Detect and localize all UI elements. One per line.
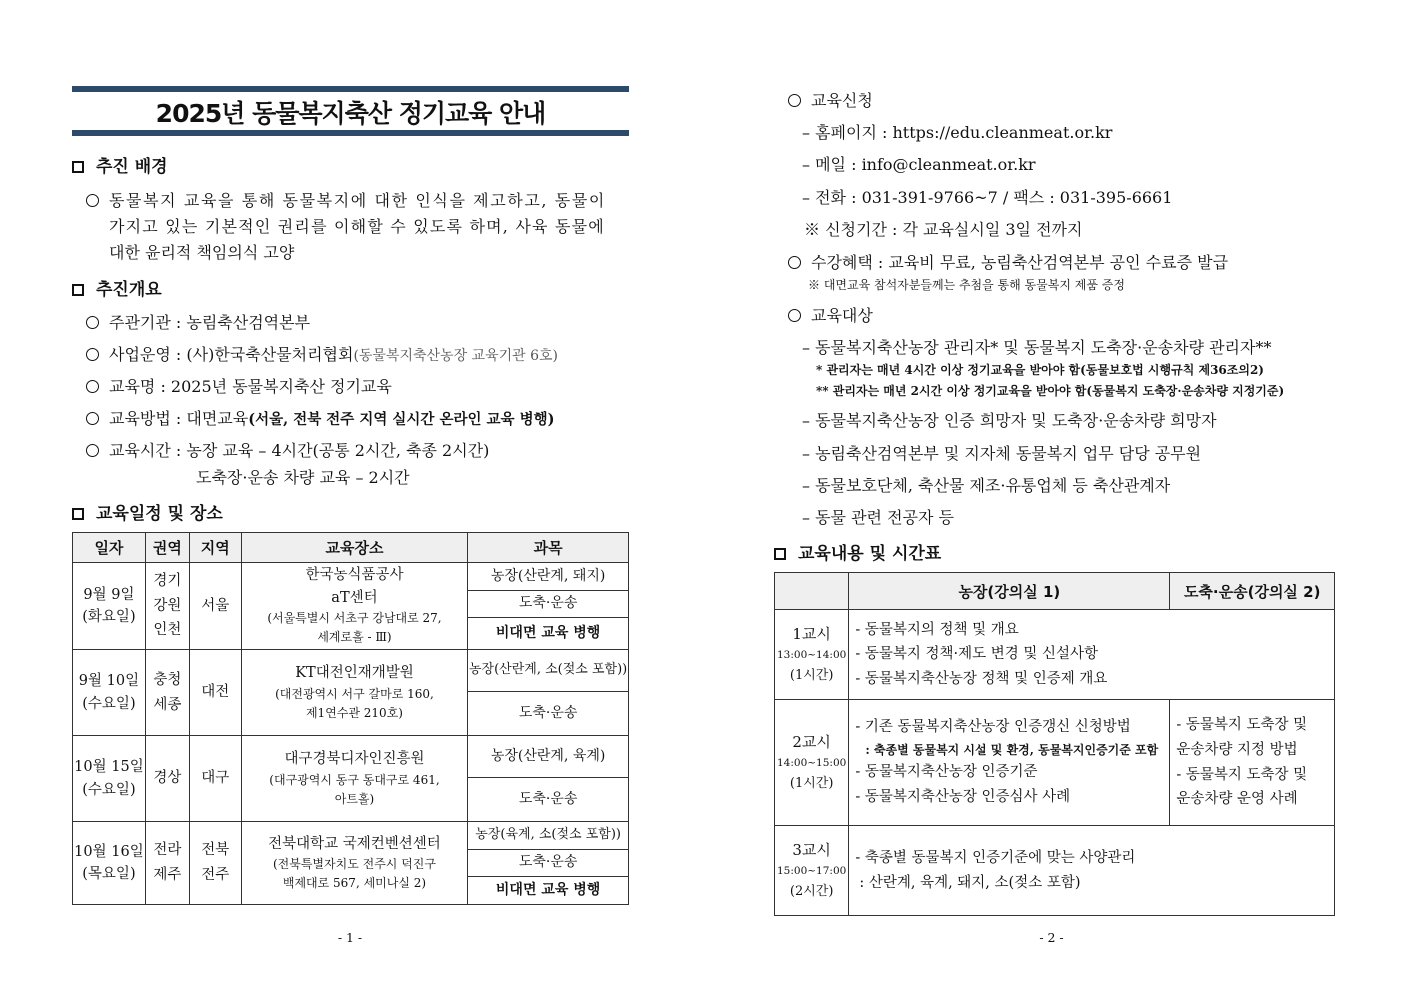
date-cell: 9월 9일 (화요일) — [73, 563, 146, 650]
header-empty — [775, 573, 849, 610]
table-row — [73, 822, 629, 850]
targets-heading: 교육대상 — [788, 303, 873, 326]
page-2 — [700, 0, 1403, 992]
square-bullet-icon — [72, 161, 84, 173]
targets-item-1: – 동물복지축산농장 관리자* 및 동물복지 도축장·운송차량 관리자** — [802, 338, 1272, 357]
background-line-3: 대한 윤리적 책임의식 고양 — [109, 243, 295, 262]
subject-cell: 도축·운송 — [468, 692, 629, 736]
targets-item-4: – 동물보호단체, 축산물 제조·유통업체 등 축산관계자 — [802, 476, 1171, 495]
page-title: 2025년 동물복지축산 정기교육 안내 — [155, 99, 546, 128]
period-slaughter-cell: - 동물복지 도축장 및 운송차량 지정 방법 - 동물복지 도축장 및 운송차량 운영 사례 — [1170, 700, 1335, 826]
subject-cell-online: 비대면 교육 병행 — [468, 618, 629, 650]
venue-cell: KT대전인재개발원 (대전광역시 서구 갈마로 160, 제1연수관 210호) — [241, 650, 468, 736]
subject-cell: 도축·운송 — [468, 778, 629, 822]
application-homepage: – 홈페이지 : https://edu.cleanmeat.or.kr — [802, 123, 1113, 142]
area-cell: 대전 — [189, 650, 241, 736]
table-row — [73, 650, 629, 692]
application-phone: – 전화 : 031-391-9766~7 / 팩스 : 031-395-6661 — [802, 188, 1173, 207]
targets-item-3: – 농림축산검역본부 및 지자체 동물복지 업무 담당 공무원 — [802, 444, 1202, 463]
overview-organizer: 주관기관 : 농림축산검역본부 — [86, 310, 310, 333]
circle-bullet-icon — [86, 444, 99, 457]
section-heading-background: 추진 배경 — [72, 152, 168, 177]
timetable-table — [774, 572, 1335, 916]
title-bottom-rule — [72, 130, 629, 136]
section-heading-overview: 추진개요 — [72, 275, 162, 300]
period-cell: 3교시 15:00~17:00 (2시간) — [775, 826, 849, 916]
period-content-cell: - 동물복지의 정책 및 개요 - 동물복지 정책·제도 변경 및 신설사항 - 동물복지축산농장 정책 및 인증제 개요 — [849, 610, 1335, 700]
targets-note-2: ** 관리자는 매년 2시간 이상 정기교육을 받아야 함(동물복지 도축장·운송차량 지정기준) — [816, 384, 1285, 398]
overview-method: 교육방법 : 대면교육(서울, 전북 전주 지역 실시간 온라인 교육 병행) — [86, 406, 554, 429]
table-row — [775, 826, 1335, 916]
region-cell: 경기 강원 인천 — [145, 563, 189, 650]
table-row — [73, 736, 629, 778]
square-bullet-icon — [774, 548, 786, 560]
circle-bullet-icon — [788, 256, 801, 269]
header-venue: 교육장소 — [241, 533, 468, 563]
subject-cell-online: 비대면 교육 병행 — [468, 877, 629, 905]
table-row — [775, 610, 1335, 700]
application-email: – 메일 : info@cleanmeat.or.kr — [802, 155, 1036, 174]
subject-cell: 농장(육계, 소(젖소 포함)) — [468, 822, 629, 850]
circle-bullet-icon — [86, 348, 99, 361]
area-cell: 서울 — [189, 563, 241, 650]
circle-bullet-icon — [86, 316, 99, 329]
circle-bullet-icon — [788, 309, 801, 322]
header-date: 일자 — [73, 533, 146, 563]
targets-item-2: – 동물복지축산농장 인증 희망자 및 도축장·운송차량 희망자 — [802, 411, 1217, 430]
subject-cell: 농장(산란계, 육계) — [468, 736, 629, 778]
title-top-rule — [72, 86, 629, 92]
date-cell: 9월 10일 (수요일) — [73, 650, 146, 736]
area-cell: 대구 — [189, 736, 241, 822]
background-line-1: 동물복지 교육을 통해 동물복지에 대한 인식을 제고하고, 동물이 — [86, 188, 606, 211]
period-cell: 2교시 14:00~15:00 (1시간) — [775, 700, 849, 826]
square-bullet-icon — [72, 284, 84, 296]
table-row — [775, 700, 1335, 826]
date-cell: 10월 16일 (목요일) — [73, 822, 146, 905]
page-1 — [0, 0, 700, 992]
section-heading-schedule: 교육일정 및 장소 — [72, 499, 223, 524]
benefits-line: 수강혜택 : 교육비 무료, 농림축산검역본부 공인 수료증 발급 — [788, 250, 1228, 273]
subject-cell: 도축·운송 — [468, 850, 629, 877]
venue-cell: 대구경북디자인진흥원 (대구광역시 동구 동대구로 461, 아트홀) — [241, 736, 468, 822]
circle-bullet-icon — [788, 94, 801, 107]
circle-bullet-icon — [86, 380, 99, 393]
subject-cell: 도축·운송 — [468, 591, 629, 618]
header-area: 지역 — [189, 533, 241, 563]
overview-time-2: 도축장·운송 차량 교육 – 2시간 — [196, 468, 410, 487]
overview-edu-name: 교육명 : 2025년 동물복지축산 정기교육 — [86, 374, 392, 397]
page-number: - 1 - — [337, 930, 363, 945]
targets-note-1: * 관리자는 매년 4시간 이상 정기교육을 받아야 함(동물보호법 시행규칙 제36조의2) — [816, 363, 1264, 377]
background-line-2: 가지고 있는 기본적인 권리를 이해할 수 있도록 하며, 사육 동물에 — [109, 217, 605, 236]
header-slaughter: 도축·운송(강의실 2) — [1170, 573, 1335, 610]
section-heading-timetable: 교육내용 및 시간표 — [774, 539, 941, 564]
square-bullet-icon — [72, 508, 84, 520]
region-cell: 충청 세종 — [145, 650, 189, 736]
date-cell: 10월 15일 (수요일) — [73, 736, 146, 822]
venue-cell: 한국농식품공사 aT센터 (서울특별시 서초구 강남대로 27, 세계로홀 - Ⅲ) — [241, 563, 468, 650]
region-cell: 경상 — [145, 736, 189, 822]
schedule-header-row — [73, 533, 629, 563]
header-farm: 농장(강의실 1) — [849, 573, 1170, 610]
benefits-note: ※ 대면교육 참석자분들께는 추첨을 통해 동물복지 제품 증정 — [808, 278, 1125, 292]
venue-cell: 전북대학교 국제컨벤션센터 (전북특별자치도 전주시 덕진구 백제대로 567, 세미나실 2) — [241, 822, 468, 905]
page-number: - 2 - — [1039, 930, 1064, 945]
targets-item-5: – 동물 관련 전공자 등 — [802, 508, 954, 527]
period-content-cell: - 축종별 동물복지 인증기준에 맞는 사양관리 : 산란계, 육계, 돼지, 소(젖소 포함) — [849, 826, 1335, 916]
area-cell: 전북 전주 — [189, 822, 241, 905]
overview-operator: 사업운영 : (사)한국축산물처리협회(동물복지축산농장 교육기관 6호) — [86, 342, 558, 365]
circle-bullet-icon — [86, 194, 99, 207]
region-cell: 전라 제주 — [145, 822, 189, 905]
table-row — [73, 563, 629, 591]
timetable-header-row — [775, 573, 1335, 610]
schedule-table — [72, 532, 629, 905]
application-heading: 교육신청 — [788, 88, 873, 111]
application-period: ※ 신청기간 : 각 교육실시일 3일 전까지 — [804, 220, 1083, 239]
subject-cell: 농장(산란계, 돼지) — [468, 563, 629, 591]
period-farm-cell: - 기존 동물복지축산농장 인증갱신 신청방법 : 축종별 동물복지 시설 및 환경, 동물복지인증기준 포함 - 동물복지축산농장 인증기준 - 동물복지축산농장 인증심사 사례 — [849, 700, 1170, 826]
header-region: 권역 — [145, 533, 189, 563]
period-cell: 1교시 13:00~14:00 (1시간) — [775, 610, 849, 700]
overview-time-1: 교육시간 : 농장 교육 – 4시간(공통 2시간, 축종 2시간) — [86, 438, 489, 461]
circle-bullet-icon — [86, 412, 99, 425]
title-banner — [72, 86, 629, 136]
header-subject: 과목 — [468, 533, 629, 563]
subject-cell: 농장(산란계, 소(젖소 포함)) — [468, 650, 629, 692]
